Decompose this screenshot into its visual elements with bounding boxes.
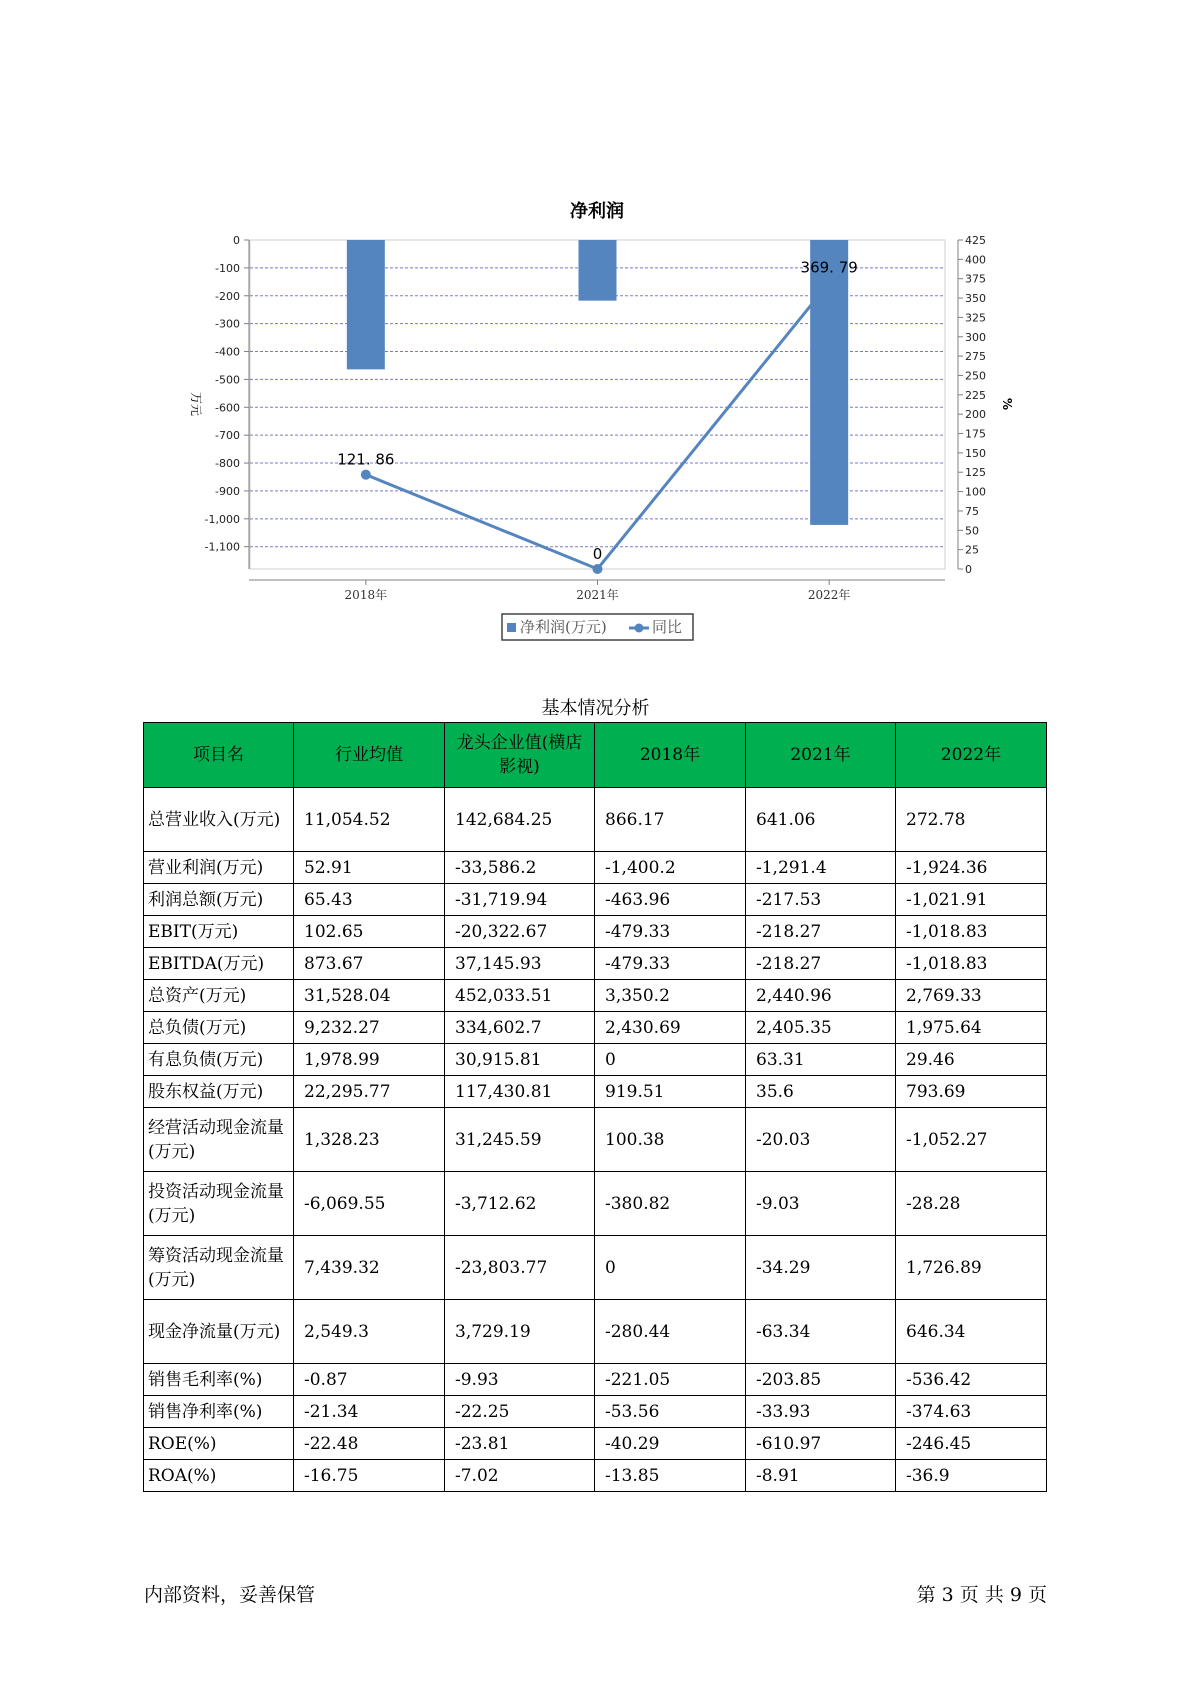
y2-tick-label: 350 <box>965 292 986 306</box>
y2-tick-label: 0 <box>965 563 972 576</box>
cell-2022: -36.9 <box>896 1460 1047 1492</box>
y2-tick-label: 175 <box>965 427 986 441</box>
cell-industry-avg: 9,232.27 <box>294 1012 445 1044</box>
y2-axis-label: % <box>1000 397 1014 411</box>
cell-2018: -280.44 <box>595 1300 746 1364</box>
cell-2022: -246.45 <box>896 1428 1047 1460</box>
cell-industry-avg: 11,054.52 <box>294 788 445 852</box>
net-profit-chart <box>0 0 1191 660</box>
cell-2022: -1,018.83 <box>896 948 1047 980</box>
y2-tick-label: 375 <box>965 272 986 286</box>
cell-leader-value: 334,602.7 <box>445 1012 595 1044</box>
cell-2022: -1,924.36 <box>896 852 1047 884</box>
table-row <box>144 1364 1047 1396</box>
cell-leader-value: 31,245.59 <box>445 1108 595 1172</box>
cell-industry-avg: -16.75 <box>294 1460 445 1492</box>
cell-2021: -218.27 <box>746 948 896 980</box>
y-tick-label: -400 <box>215 345 240 359</box>
footer-confidential: 内部资料，妥善保管 <box>144 1584 316 1606</box>
table-header-row <box>144 723 1047 788</box>
cell-industry-avg: -22.48 <box>294 1428 445 1460</box>
table-body <box>144 788 1047 1492</box>
cell-item-name: ROA(%) <box>144 1460 294 1492</box>
cell-item-name: 有息负债(万元) <box>144 1044 294 1076</box>
cell-item-name: EBITDA(万元) <box>144 948 294 980</box>
y2-tick-label: 100 <box>965 485 986 499</box>
cell-2018: -463.96 <box>595 884 746 916</box>
cell-2018: 0 <box>595 1044 746 1076</box>
cell-industry-avg: 31,528.04 <box>294 980 445 1012</box>
y2-tick-label: 50 <box>965 524 979 538</box>
table-row <box>144 916 1047 948</box>
x-tick-label: 2021年 <box>576 588 619 602</box>
table-row <box>144 852 1047 884</box>
cell-2022: -374.63 <box>896 1396 1047 1428</box>
cell-2018: 3,350.2 <box>595 980 746 1012</box>
y-tick-label: -500 <box>215 373 240 387</box>
y-tick-label: -100 <box>215 261 240 275</box>
y-tick-label: -1,000 <box>204 512 240 526</box>
yoy-data-label: 121. 86 <box>337 450 395 469</box>
cell-leader-value: 117,430.81 <box>445 1076 595 1108</box>
cell-industry-avg: 102.65 <box>294 916 445 948</box>
y2-tick-label: 400 <box>965 253 986 267</box>
y2-tick-label: 275 <box>965 350 986 364</box>
cell-leader-value: -22.25 <box>445 1396 595 1428</box>
cell-2018: -479.33 <box>595 916 746 948</box>
y-tick-label: -700 <box>215 429 240 443</box>
yoy-data-label: 369. 79 <box>800 258 858 277</box>
cell-2021: -8.91 <box>746 1460 896 1492</box>
cell-2018: -380.82 <box>595 1172 746 1236</box>
header-industry-avg: 行业均值 <box>294 723 445 788</box>
cell-2021: -610.97 <box>746 1428 896 1460</box>
cell-2018: -40.29 <box>595 1428 746 1460</box>
footer-page-number: 第 3 页 共 9 页 <box>916 1584 1047 1606</box>
cell-2018: 866.17 <box>595 788 746 852</box>
table-row <box>144 1108 1047 1172</box>
cell-2022: -1,018.83 <box>896 916 1047 948</box>
cell-industry-avg: -21.34 <box>294 1396 445 1428</box>
cell-2022: 272.78 <box>896 788 1047 852</box>
cell-industry-avg: 65.43 <box>294 884 445 916</box>
cell-2018: -221.05 <box>595 1364 746 1396</box>
cell-2022: -1,021.91 <box>896 884 1047 916</box>
y-tick-label: -900 <box>215 484 240 498</box>
cell-industry-avg: 2,549.3 <box>294 1300 445 1364</box>
table-row <box>144 1236 1047 1300</box>
cell-industry-avg: -6,069.55 <box>294 1172 445 1236</box>
cell-2022: 646.34 <box>896 1300 1047 1364</box>
cell-leader-value: -9.93 <box>445 1364 595 1396</box>
legend-bar-label: 净利润(万元) <box>520 618 607 636</box>
cell-item-name: EBIT(万元) <box>144 916 294 948</box>
cell-item-name: 筹资活动现金流量(万元) <box>144 1236 294 1300</box>
chart-title: 净利润 <box>570 201 624 222</box>
y2-tick-label: 125 <box>965 466 986 480</box>
cell-2022: -28.28 <box>896 1172 1047 1236</box>
cell-industry-avg: 873.67 <box>294 948 445 980</box>
y2-tick-label: 200 <box>965 408 986 422</box>
cell-2021: 63.31 <box>746 1044 896 1076</box>
cell-2018: 919.51 <box>595 1076 746 1108</box>
y-tick-label: -200 <box>215 289 240 303</box>
table-row <box>144 1012 1047 1044</box>
cell-item-name: 现金净流量(万元) <box>144 1300 294 1364</box>
table-row <box>144 1396 1047 1428</box>
cell-item-name: 总负债(万元) <box>144 1012 294 1044</box>
cell-2021: -33.93 <box>746 1396 896 1428</box>
y2-tick-label: 250 <box>965 369 986 383</box>
cell-2018: 2,430.69 <box>595 1012 746 1044</box>
header-2018: 2018年 <box>595 723 746 788</box>
cell-2022: 1,726.89 <box>896 1236 1047 1300</box>
cell-2022: -1,052.27 <box>896 1108 1047 1172</box>
net-profit-chart-svg <box>0 0 1191 660</box>
cell-2021: -20.03 <box>746 1108 896 1172</box>
cell-leader-value: -31,719.94 <box>445 884 595 916</box>
cell-2021: -217.53 <box>746 884 896 916</box>
basic-analysis-table <box>143 722 1047 1492</box>
cell-2021: -1,291.4 <box>746 852 896 884</box>
cell-item-name: 经营活动现金流量(万元) <box>144 1108 294 1172</box>
table-row <box>144 1076 1047 1108</box>
cell-leader-value: -33,586.2 <box>445 852 595 884</box>
cell-2022: -536.42 <box>896 1364 1047 1396</box>
bar-2021年 <box>579 240 617 301</box>
y2-tick-label: 25 <box>965 543 979 557</box>
cell-leader-value: 452,033.51 <box>445 980 595 1012</box>
cell-2018: -479.33 <box>595 948 746 980</box>
yoy-line <box>366 283 829 569</box>
y-tick-label: -1,100 <box>204 540 240 554</box>
cell-2018: 100.38 <box>595 1108 746 1172</box>
legend-line-label: 同比 <box>652 618 683 636</box>
cell-industry-avg: -0.87 <box>294 1364 445 1396</box>
y-tick-label: -600 <box>215 401 240 415</box>
cell-2018: 0 <box>595 1236 746 1300</box>
table-row <box>144 1460 1047 1492</box>
cell-leader-value: 37,145.93 <box>445 948 595 980</box>
table-row <box>144 1300 1047 1364</box>
cell-2021: 641.06 <box>746 788 896 852</box>
cell-2018: -53.56 <box>595 1396 746 1428</box>
cell-leader-value: -3,712.62 <box>445 1172 595 1236</box>
cell-2018: -13.85 <box>595 1460 746 1492</box>
cell-2021: -9.03 <box>746 1172 896 1236</box>
cell-industry-avg: 52.91 <box>294 852 445 884</box>
cell-2021: -63.34 <box>746 1300 896 1364</box>
cell-leader-value: 3,729.19 <box>445 1300 595 1364</box>
cell-industry-avg: 7,439.32 <box>294 1236 445 1300</box>
cell-2022: 29.46 <box>896 1044 1047 1076</box>
table-row <box>144 948 1047 980</box>
cell-item-name: 总资产(万元) <box>144 980 294 1012</box>
cell-item-name: 股东权益(万元) <box>144 1076 294 1108</box>
cell-leader-value: 30,915.81 <box>445 1044 595 1076</box>
cell-2021: 2,405.35 <box>746 1012 896 1044</box>
table-row <box>144 1172 1047 1236</box>
cell-item-name: 销售净利率(%) <box>144 1396 294 1428</box>
cell-industry-avg: 1,328.23 <box>294 1108 445 1172</box>
cell-leader-value: 142,684.25 <box>445 788 595 852</box>
cell-item-name: 销售毛利率(%) <box>144 1364 294 1396</box>
x-tick-label: 2022年 <box>807 588 851 602</box>
header-leader-value: 龙头企业值(横店影视) <box>445 723 595 788</box>
header-2021: 2021年 <box>746 723 896 788</box>
cell-leader-value: -20,322.67 <box>445 916 595 948</box>
cell-2022: 793.69 <box>896 1076 1047 1108</box>
cell-2022: 2,769.33 <box>896 980 1047 1012</box>
header-2022: 2022年 <box>896 723 1047 788</box>
table-row <box>144 1044 1047 1076</box>
y2-tick-label: 225 <box>965 388 986 402</box>
header-item-name: 项目名 <box>144 723 294 788</box>
cell-leader-value: -23.81 <box>445 1428 595 1460</box>
y2-tick-label: 425 <box>965 234 986 247</box>
y2-tick-label: 325 <box>965 311 986 325</box>
cell-item-name: 营业利润(万元) <box>144 852 294 884</box>
table-row <box>144 980 1047 1012</box>
cell-industry-avg: 1,978.99 <box>294 1044 445 1076</box>
table-title: 基本情况分析 <box>541 698 650 719</box>
x-tick-label: 2018年 <box>344 588 388 602</box>
y-axis-label: 万元 <box>189 391 203 417</box>
bar-2018年 <box>347 240 385 369</box>
yoy-point-2021年 <box>593 564 603 574</box>
yoy-data-label: 0 <box>592 545 603 563</box>
legend-bar-swatch <box>507 623 516 632</box>
cell-item-name: 总营业收入(万元) <box>144 788 294 852</box>
cell-item-name: ROE(%) <box>144 1428 294 1460</box>
cell-2021: 35.6 <box>746 1076 896 1108</box>
table-row <box>144 788 1047 852</box>
y2-tick-label: 75 <box>965 504 979 518</box>
cell-2022: 1,975.64 <box>896 1012 1047 1044</box>
yoy-point-2018年 <box>361 470 371 480</box>
cell-2021: -203.85 <box>746 1364 896 1396</box>
y-tick-label: -300 <box>215 317 240 331</box>
y-tick-label: -800 <box>215 457 240 471</box>
table-row <box>144 884 1047 916</box>
cell-2021: 2,440.96 <box>746 980 896 1012</box>
cell-2018: -1,400.2 <box>595 852 746 884</box>
cell-item-name: 投资活动现金流量(万元) <box>144 1172 294 1236</box>
y-tick-label: 0 <box>233 234 240 247</box>
cell-industry-avg: 22,295.77 <box>294 1076 445 1108</box>
cell-2021: -218.27 <box>746 916 896 948</box>
legend-line-marker <box>635 624 644 633</box>
y2-tick-label: 300 <box>965 330 986 344</box>
table-row <box>144 1428 1047 1460</box>
cell-item-name: 利润总额(万元) <box>144 884 294 916</box>
cell-leader-value: -7.02 <box>445 1460 595 1492</box>
cell-2021: -34.29 <box>746 1236 896 1300</box>
y2-tick-label: 150 <box>965 446 986 460</box>
cell-leader-value: -23,803.77 <box>445 1236 595 1300</box>
yoy-point-2022年 <box>824 278 834 288</box>
